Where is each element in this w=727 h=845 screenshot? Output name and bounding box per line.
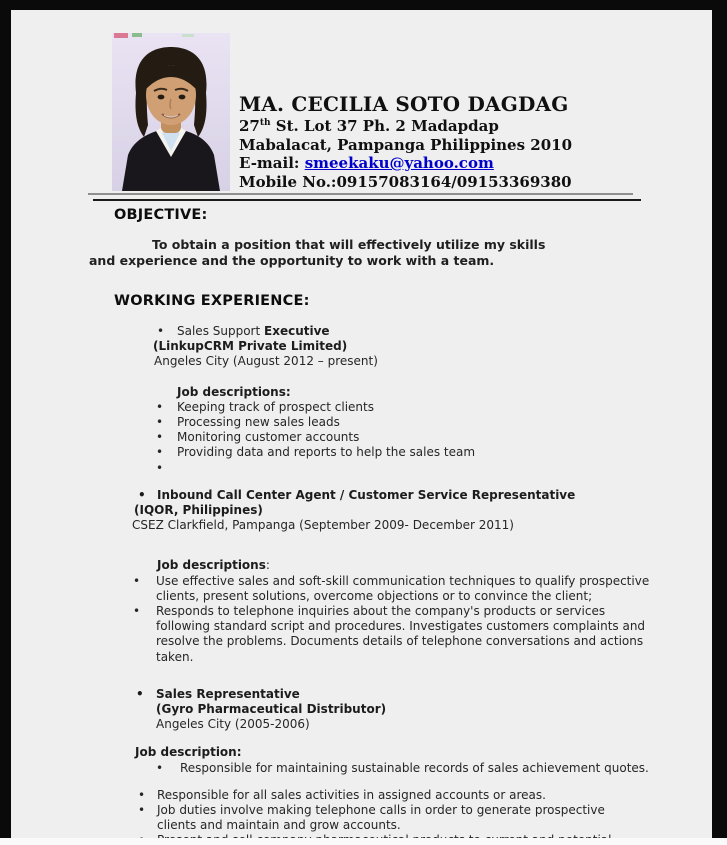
- mobile-line: Mobile No.:09157083164/09153369380: [239, 172, 572, 191]
- frame-top-bar: [0, 0, 727, 10]
- job-company: (LinkupCRM Private Limited): [153, 339, 348, 354]
- job-company: (IQOR, Philippines): [134, 503, 263, 518]
- job-location: Angeles City (August 2012 – present): [154, 354, 378, 369]
- bullet-icon: •: [157, 324, 165, 338]
- bullet-icon: •: [156, 445, 164, 460]
- job-title: • Inbound Call Center Agent / Customer Service Representative: [138, 487, 576, 502]
- divider-dark-line: [93, 199, 641, 201]
- email-label: E-mail:: [239, 154, 305, 172]
- job-descriptions-heading: Job descriptions:: [177, 384, 291, 399]
- bullet-icon: •: [133, 573, 141, 588]
- working-experience-heading: WORKING EXPERIENCE:: [114, 293, 310, 309]
- email-link[interactable]: smeekaku@yahoo.com: [304, 154, 494, 172]
- address-line-1: 27th St. Lot 37 Ph. 2 Madapdap: [239, 117, 499, 135]
- job-location: Angeles City (2005-2006): [156, 717, 310, 732]
- applicant-photo: [112, 33, 230, 191]
- job-descriptions-heading: Job descriptions:: [157, 558, 270, 573]
- email-line: [239, 154, 572, 173]
- applicant-name: MA. CECILIA SOTO DAGDAG: [239, 92, 569, 116]
- duty-item: • Keeping track of prospect clients: [156, 399, 374, 414]
- bullet-icon: •: [156, 760, 164, 775]
- frame-left-bar: [0, 0, 11, 838]
- duty-item: • Monitoring customer accounts: [156, 430, 360, 445]
- bullet-icon: •: [156, 399, 164, 414]
- job-description-heading: Job description:: [135, 745, 242, 760]
- duty-item-empty: [0, 461, 727, 476]
- bullet-icon: •: [133, 604, 141, 619]
- bullet-icon: •: [156, 460, 164, 475]
- ordinal-suffix: th: [259, 118, 271, 128]
- duty-item: • Responsible for all sales activities in assigned accounts or areas.: [138, 787, 546, 802]
- bullet-icon: •: [156, 430, 164, 445]
- bullet-icon: •: [138, 803, 146, 818]
- job-entry-2: [0, 488, 727, 665]
- job-title: • Sales Representative: [136, 686, 300, 701]
- divider-gray-line: [88, 193, 633, 195]
- bullet-icon: •: [138, 487, 146, 502]
- identity-block: [239, 33, 572, 191]
- duty-item: • Responds to telephone inquiries about the company's products or services following standard script and procedures. Investigates customers complaints and resolve the problems. Documents details of telephone conversations and actions taken.: [133, 604, 646, 664]
- objective-heading: OBJECTIVE:: [114, 207, 208, 223]
- bullet-icon: •: [138, 787, 146, 802]
- duty-item: • Use effective sales and soft-skill communication techniques to qualify prospective clients, present solutions, overcome objections or to convince the client;: [133, 573, 650, 603]
- address-line-2: Mabalacat, Pampanga Philippines 2010: [239, 135, 573, 154]
- bullet-icon: •: [136, 686, 144, 701]
- job-entry-1: [0, 324, 727, 476]
- duty-item: • Providing data and reports to help the sales team: [156, 445, 476, 460]
- bottom-strip: [0, 838, 727, 845]
- objective-text-line1: To obtain a position that will effectively utilize my skills: [152, 237, 546, 252]
- duty-item: • Responsible for maintaining sustainable records of sales achievement quotes.: [156, 760, 649, 775]
- duty-item: • Processing new sales leads: [156, 415, 340, 430]
- frame-right-bar: [712, 0, 727, 838]
- duty-item: • Job duties involve making telephone calls in order to generate prospective clients and maintain and grow accounts.: [138, 803, 605, 833]
- job-entry-3: [0, 687, 727, 845]
- objective-text-line2: and experience and the opportunity to work with a team.: [89, 252, 495, 268]
- job-location: CSEZ Clarkfield, Pampanga (September 2009- December 2011): [132, 518, 514, 533]
- bullet-icon: •: [156, 415, 164, 430]
- job-company: (Gyro Pharmaceutical Distributor): [156, 702, 387, 717]
- job-title: • Sales Support Executive: [157, 324, 330, 338]
- header: [0, 0, 727, 191]
